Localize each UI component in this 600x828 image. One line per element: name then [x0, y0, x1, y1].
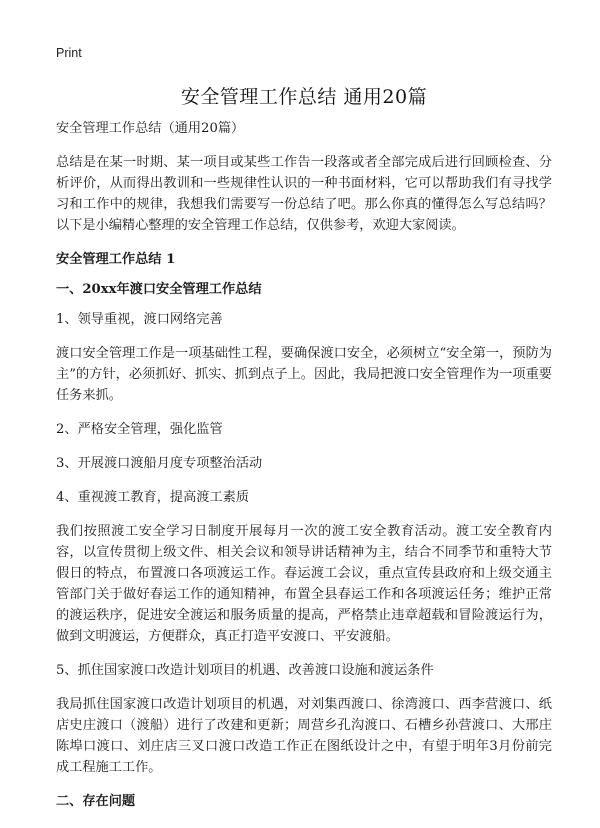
- body-paragraph: 我们按照渡工安全学习日制度开展每月一次的渡工安全教育活动。渡工安全教育内容，以宣传贯彻上级文件、相关会议和领导讲话精神为主，结合不同季节和重特大节假日的特点，布置渡口各项渡运工作。春运渡工会议，重点宣传县政府和上级交通主管部门关于做好春运工作的通知精神，布置全县春运工作和各项渡运任务；维护正常的渡运秩序，促进安全渡运和服务质量的提高，严格禁止违章超载和冒险渡运行为，做到文明渡运，方便群众，真正打造平安渡口、平安渡船。: [56, 524, 552, 644]
- subsection-heading: 二、存在问题: [56, 794, 136, 809]
- list-item-heading: 4、重视渡工教育，提高渡工素质: [56, 490, 250, 505]
- document-body: [56, 118, 552, 812]
- document-subtitle: 安全管理工作总结（通用20篇）: [56, 121, 245, 136]
- intro-paragraph: 总结是在某一时期、某一项目或某些工作告一段落或者全部完成后进行回顾检查、分析评价，从而得出教训和一些规律性认识的一种书面材料，它可以帮助我们有寻找学习和工作中的规律，我想我们需要写一份总结了吧。那么你真的懂得怎么写总结吗？以下是小编精心整理的安全管理工作总结，仅供参考，欢迎大家阅读。: [56, 155, 552, 233]
- subsection-heading: 一、20xx年渡口安全管理工作总结: [56, 282, 262, 297]
- section-heading: 安全管理工作总结 1: [56, 252, 176, 267]
- body-paragraph: 我局抓住国家渡口改造计划项目的机遇，对刘集西渡口、徐湾渡口、西李营渡口、纸店史庄渡口（渡船）进行了改建和更新；周营乡孔沟渡口、石槽乡孙营渡口、大邢庄陈埠口渡口、刘庄店三叉口渡口改造工作正在图纸设计之中，有望于明年3月份前完成工程施工工作。: [56, 697, 552, 775]
- list-item-heading: 5、抓住国家渡口改造计划项目的机遇、改善渡口设施和渡运条件: [56, 663, 434, 678]
- document-title: 安全管理工作总结 通用20篇: [180, 86, 428, 108]
- list-item-heading: 3、开展渡口渡船月度专项整治活动: [56, 456, 263, 471]
- list-item-heading: 1、领导重视，渡口网络完善: [56, 312, 223, 327]
- list-item-heading: 2、严格安全管理，强化监管: [56, 422, 223, 437]
- print-link[interactable]: Print: [56, 46, 82, 60]
- body-paragraph: 渡口安全管理工作是一项基础性工程，要确保渡口安全，必须树立“安全第一，预防为主”的方针，必须抓好、抓实、抓到点子上。因此，我局把渡口安全管理作为一项重要任务来抓。: [56, 346, 552, 403]
